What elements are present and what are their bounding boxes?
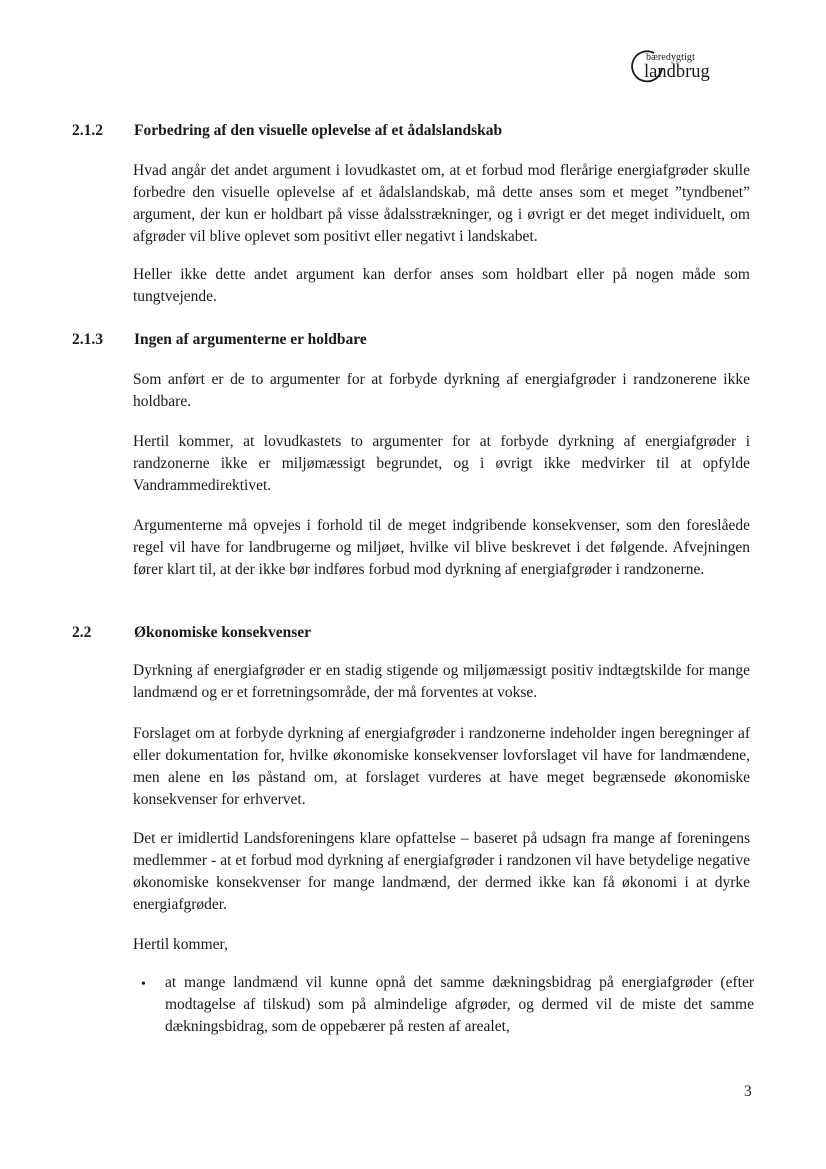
- paragraph: Dyrkning af energiafgrøder er en stadig stigende og miljømæssigt positiv indtægtskilde for mange landmænd og er et forretningsområde, der må forventes at vokse.: [133, 662, 750, 701]
- section-number: 2.1.2: [72, 122, 103, 139]
- section-number: 2.2: [72, 624, 92, 641]
- logo: [624, 48, 744, 88]
- logo-tagline: bæredygtigt: [646, 52, 695, 63]
- paragraph: Hertil kommer,: [133, 936, 228, 953]
- section-title: Økonomiske konsekvenser: [134, 624, 311, 641]
- section-heading-2-2: [72, 623, 311, 643]
- paragraph: Hertil kommer, at lovudkastets to argumenter for at forbyde dyrkning af energiafgrøder i randzonerne ikke er miljømæssigt begrundet, og i øvrigt ikke medvirker til at opfylde Vandrammedirektivet.: [133, 433, 750, 494]
- paragraph: Argumenterne må opvejes i forhold til de meget indgribende konsekvenser, som den foreslåede regel vil have for landbrugerne og miljøet, hvilke vil blive beskrevet i det følgende. Afvejningen fører klart til, at der ikke bør indføres forbud mod dyrkning af energiafgrøder i randzonerne.: [133, 517, 750, 578]
- paragraph: Forslaget om at forbyde dyrkning af energiafgrøder i randzonerne indeholder ingen beregninger af eller dokumentation for, hvilke økonomiske konsekvenser lovforslaget vil have for landmændene, men alene en løs påstand om, at forslaget vurderes at have meget begrænsede økonomiske konsekvenser for erhvervet.: [133, 725, 750, 808]
- paragraph: Heller ikke dette andet argument kan derfor anses som holdbart eller på nogen måde som tungtvejende.: [133, 266, 750, 305]
- paragraph: Som anført er de to argumenter for at forbyde dyrkning af energiafgrøder i randzonerene ikke holdbare.: [133, 371, 750, 410]
- page-number: 3: [744, 1083, 752, 1100]
- logo-wordmark: landbrug: [644, 62, 710, 82]
- bullet-icon: •: [141, 977, 146, 992]
- bullet-item: at mange landmænd vil kunne opnå det samme dækningsbidrag på energiafgrøder (efter modtagelse af tilskud) som på almindelige afgrøder, og dermed vil de miste det samme dækningsbidrag, som de oppebærer på resten af arealet,: [165, 974, 754, 1035]
- paragraph: Hvad angår det andet argument i lovudkastet om, at et forbud mod flerårige energiafgrøder skulle forbedre den visuelle oplevelse af et ådalslandskab, må dette anses som et meget ”tyndbenet” argument, der kun er holdbart på visse ådalsstrækninger, og i øvrigt er det meget individuelt, om afgrøder vil blive oplevet som positivt eller negativt i landskabet.: [133, 162, 750, 245]
- section-heading-2-1-3: [72, 330, 367, 350]
- section-title: Ingen af argumenterne er holdbare: [134, 331, 367, 348]
- paragraph: Det er imidlertid Landsforeningens klare opfattelse – baseret på udsagn fra mange af foreningens medlemmer - at et forbud mod dyrkning af energiafgrøder i randzonen vil have betydelige negative økonomiske konsekvenser for mange landmænd, der dermed ikke kan få økonomi i at dyrke energiafgrøder.: [133, 830, 750, 913]
- section-title: Forbedring af den visuelle oplevelse af et ådalslandskab: [134, 122, 503, 139]
- section-number: 2.1.3: [72, 331, 103, 348]
- section-heading-2-1-2: [72, 121, 502, 141]
